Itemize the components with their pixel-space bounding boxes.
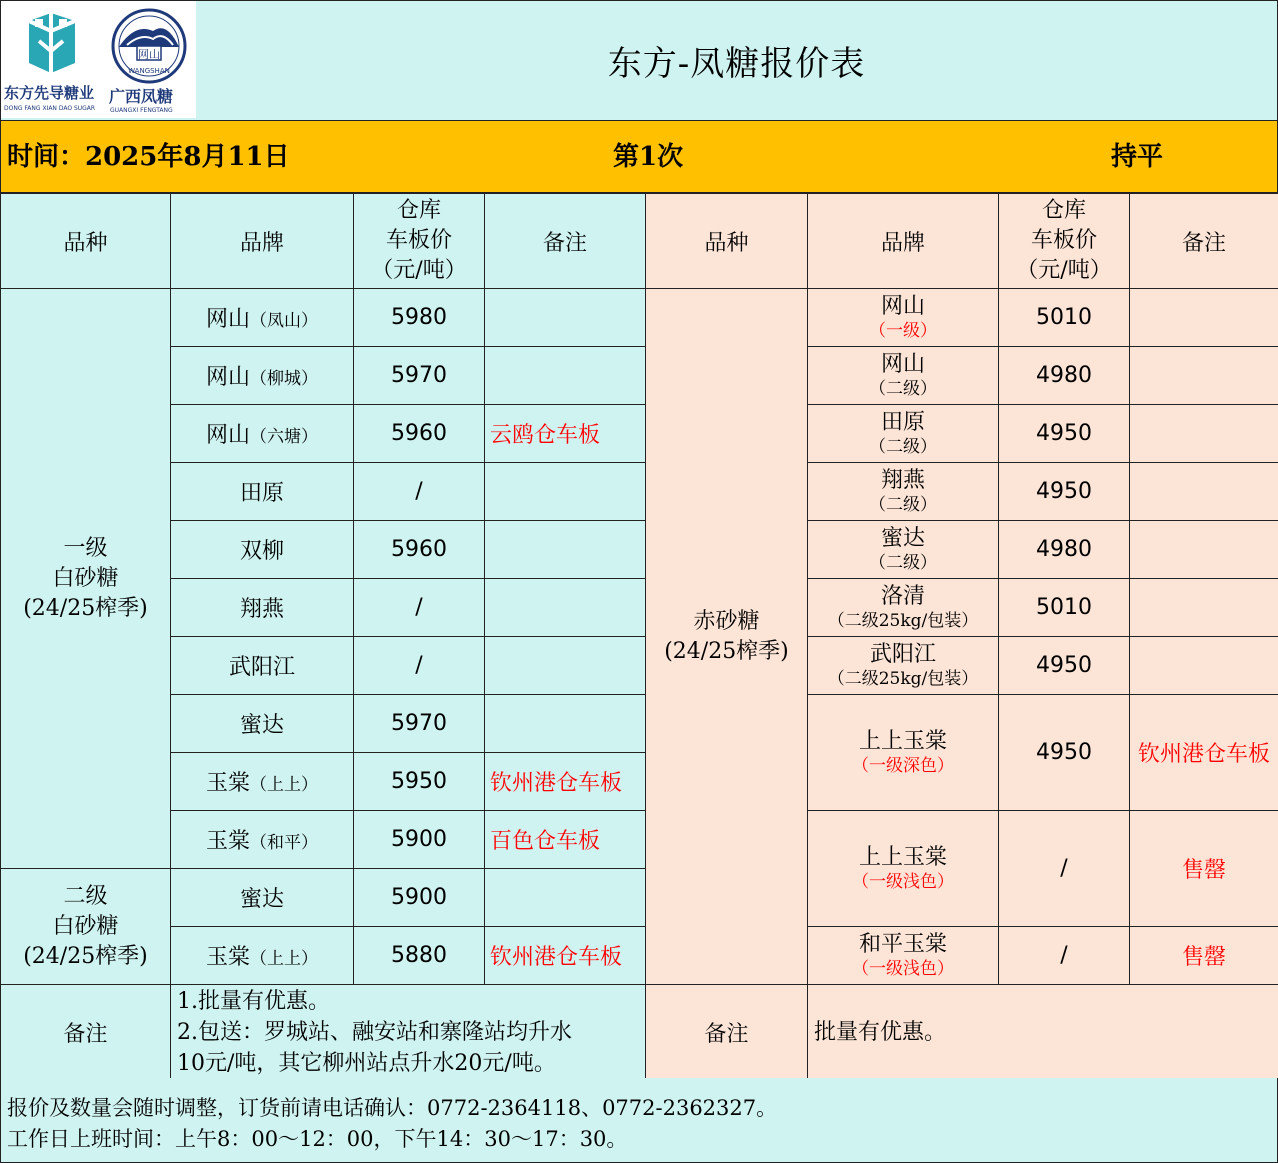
brand-name: 洛清	[880, 584, 925, 609]
brand-grade: （一级浅色）	[852, 872, 954, 892]
price-cell: 5970	[354, 347, 485, 405]
price-cell-right: 4980	[999, 521, 1130, 579]
col-header-price-right	[999, 194, 1130, 289]
brand-name: 武阳江	[869, 642, 936, 667]
col-header-price	[354, 194, 485, 289]
brand-grade: （二级25kg/包装）	[827, 669, 979, 689]
brand-grade: （一级）	[869, 321, 937, 341]
notes-left	[171, 985, 646, 1080]
brand-name: 蜜达	[880, 526, 925, 551]
table-header-row	[1, 194, 1278, 289]
remark-cell	[485, 869, 646, 927]
quote-date: 时间：2025年8月11日	[7, 142, 290, 172]
variety-second-grade-white	[1, 869, 171, 985]
brand-cell	[171, 869, 354, 927]
price-cell: 5960	[354, 521, 485, 579]
brand-name: 玉棠	[205, 829, 250, 854]
logo-left-caption-en: DONG FANG XIAN DAO SUGAR	[4, 105, 96, 112]
notes-label-right: 备注	[646, 985, 808, 1080]
price-cell-right: 4950	[999, 405, 1130, 463]
variety-line: 白砂糖	[52, 913, 119, 939]
remark-cell-right	[1130, 289, 1278, 347]
company-logos	[1, 1, 196, 118]
brand-name: 双柳	[239, 539, 284, 564]
brand-cell	[171, 579, 354, 637]
table-row	[1, 695, 1278, 753]
brand-cell	[171, 289, 354, 347]
brand-name: 上上玉棠	[858, 729, 947, 754]
price-cell: 5900	[354, 811, 485, 869]
brand-name: 武阳江	[228, 655, 295, 680]
variety-line: 白砂糖	[52, 565, 119, 591]
brand-grade: （二级）	[869, 495, 937, 515]
table-row	[1, 405, 1278, 463]
price-cell: 5950	[354, 753, 485, 811]
page-title: 东方-凤糖报价表	[607, 44, 866, 84]
remark-cell-right	[1130, 405, 1278, 463]
logo-right-caption-en: GUANGXI FENGTANG	[110, 107, 173, 114]
variety-line: 赤砂糖	[693, 608, 760, 634]
price-header-line2: 车板价	[385, 228, 452, 253]
remark-cell: 百色仓车板	[485, 811, 646, 869]
price-header-line1: 仓库	[396, 198, 441, 223]
brand-grade: （一级浅色）	[852, 959, 954, 979]
variety-line: (24/25榨季)	[23, 943, 148, 969]
note-line: 10元/吨，其它柳州站点升水20元/吨。	[177, 1050, 556, 1076]
note-line: 1.批量有优惠。	[177, 988, 330, 1014]
brand-cell	[171, 521, 354, 579]
remark-cell-right: 售罄	[1130, 811, 1278, 927]
variety-line: (24/25榨季)	[23, 595, 148, 621]
sheet-header	[0, 0, 1278, 121]
price-cell: 5900	[354, 869, 485, 927]
brand-name: 网山	[205, 365, 250, 390]
remark-cell	[485, 347, 646, 405]
price-cell-right: 5010	[999, 289, 1130, 347]
seal-label-en: WANGSHAN	[128, 67, 170, 75]
brand-cell-right	[808, 579, 999, 637]
brand-origin: （和平）	[250, 833, 318, 853]
remark-cell-right: 售罄	[1130, 927, 1278, 985]
variety-brown-sugar	[646, 289, 808, 985]
brand-cell-right	[808, 637, 999, 695]
variety-line: (24/25榨季)	[664, 638, 789, 664]
brand-name: 网山	[205, 307, 250, 332]
col-header-remark-right: 备注	[1130, 194, 1278, 289]
table-row	[1, 521, 1278, 579]
col-header-variety-right: 品种	[646, 194, 808, 289]
brand-cell	[171, 927, 354, 985]
logo-left-caption: 东方先导糖业	[4, 84, 95, 102]
brand-cell-right	[808, 463, 999, 521]
quote-round: 第1次	[613, 142, 684, 172]
notes-row	[1, 985, 1278, 1080]
price-header-line3: （元/吨）	[1016, 258, 1112, 283]
remark-cell	[485, 579, 646, 637]
brand-origin: （六塘）	[250, 427, 318, 447]
col-header-brand-right: 品牌	[808, 194, 999, 289]
col-header-variety: 品种	[1, 194, 171, 289]
price-header-line3: （元/吨）	[371, 258, 467, 283]
brand-origin: （上上）	[250, 775, 318, 795]
price-cell-right: 5010	[999, 579, 1130, 637]
variety-line: 二级	[63, 883, 108, 909]
brand-name: 网山	[880, 294, 925, 319]
remark-cell	[485, 695, 646, 753]
price-cell-right: /	[999, 811, 1130, 927]
brand-origin: （柳城）	[250, 369, 318, 389]
remark-cell	[485, 289, 646, 347]
seal-label-cn: 网山	[138, 48, 160, 61]
table-row	[1, 811, 1278, 869]
note-line: 2.包送：罗城站、融安站和寨隆站均升水	[177, 1019, 572, 1045]
price-cell: 5960	[354, 405, 485, 463]
brand-name: 和平玉棠	[858, 932, 947, 957]
info-bar	[0, 121, 1278, 193]
variety-first-grade-white	[1, 289, 171, 869]
logo-right-caption: 广西凤糖	[109, 87, 174, 106]
price-cell: 5880	[354, 927, 485, 985]
brand-cell-right	[808, 695, 999, 811]
price-cell: /	[354, 579, 485, 637]
remark-cell: 钦州港仓车板	[485, 753, 646, 811]
price-cell-right: /	[999, 927, 1130, 985]
brand-name: 蜜达	[239, 887, 284, 912]
brand-cell	[171, 753, 354, 811]
brand-name: 翔燕	[880, 468, 925, 493]
remark-cell	[485, 521, 646, 579]
notes-right: 批量有优惠。	[808, 985, 1278, 1080]
price-header-line1: 仓库	[1041, 198, 1086, 223]
brand-name: 网山	[205, 423, 250, 448]
remark-cell	[485, 463, 646, 521]
brand-name: 玉棠	[205, 771, 250, 796]
brand-name: 网山	[880, 352, 925, 377]
remark-cell-right	[1130, 637, 1278, 695]
remark-cell-right: 钦州港仓车板	[1130, 695, 1278, 811]
price-cell: 5980	[354, 289, 485, 347]
brand-cell	[171, 463, 354, 521]
brand-cell	[171, 347, 354, 405]
price-cell-right: 4950	[999, 637, 1130, 695]
col-header-remark: 备注	[485, 194, 646, 289]
table-row	[1, 637, 1278, 695]
brand-cell	[171, 811, 354, 869]
remark-cell: 钦州港仓车板	[485, 927, 646, 985]
brand-cell	[171, 637, 354, 695]
brand-grade: （二级25kg/包装）	[827, 611, 979, 631]
remark-cell-right	[1130, 347, 1278, 405]
brand-name: 玉棠	[205, 945, 250, 970]
notes-label: 备注	[1, 985, 171, 1080]
remark-cell-right	[1130, 579, 1278, 637]
remark-cell-right	[1130, 521, 1278, 579]
brand-name: 上上玉棠	[858, 845, 947, 870]
remark-cell	[485, 637, 646, 695]
footer-notice	[0, 1078, 1278, 1163]
brand-grade: （一级深色）	[852, 756, 954, 776]
brand-name: 翔燕	[239, 597, 284, 622]
price-trend: 持平	[1111, 142, 1164, 172]
brand-cell	[171, 695, 354, 753]
brand-grade: （二级）	[869, 379, 937, 399]
table-row	[1, 579, 1278, 637]
logo-area	[1, 1, 196, 118]
brand-cell-right	[808, 927, 999, 985]
price-cell-right: 4950	[999, 463, 1130, 521]
remark-cell: 云鸥仓车板	[485, 405, 646, 463]
table-row	[1, 289, 1278, 347]
brand-origin: （上上）	[250, 949, 318, 969]
wangshan-seal-logo	[113, 10, 185, 82]
brand-name: 田原	[239, 481, 284, 506]
brand-cell-right	[808, 521, 999, 579]
contact-notice: 报价及数量会随时调整，订货前请电话确认：0772-2364118、0772-2362327。	[7, 1096, 778, 1120]
brand-origin: （凤山）	[250, 311, 318, 331]
brand-cell-right	[808, 347, 999, 405]
price-cell: /	[354, 463, 485, 521]
price-cell-right: 4980	[999, 347, 1130, 405]
table-row	[1, 347, 1278, 405]
price-header-line2: 车板价	[1030, 228, 1097, 253]
brand-name: 田原	[880, 410, 925, 435]
price-cell-right: 4950	[999, 695, 1130, 811]
brand-cell	[171, 405, 354, 463]
remark-cell-right	[1130, 463, 1278, 521]
table-row	[1, 927, 1278, 985]
working-hours: 工作日上班时间：上午8：00～12：00，下午14：30～17：30。	[7, 1127, 628, 1151]
price-table	[0, 193, 1278, 1080]
dongfang-logo	[27, 13, 77, 73]
brand-cell-right	[808, 289, 999, 347]
price-cell: 5970	[354, 695, 485, 753]
col-header-brand: 品牌	[171, 194, 354, 289]
price-cell: /	[354, 637, 485, 695]
variety-line: 一级	[63, 535, 108, 561]
brand-grade: （二级）	[869, 553, 937, 573]
table-row	[1, 463, 1278, 521]
brand-cell-right	[808, 811, 999, 927]
brand-name: 蜜达	[239, 713, 284, 738]
brand-grade: （二级）	[869, 437, 937, 457]
brand-cell-right	[808, 405, 999, 463]
